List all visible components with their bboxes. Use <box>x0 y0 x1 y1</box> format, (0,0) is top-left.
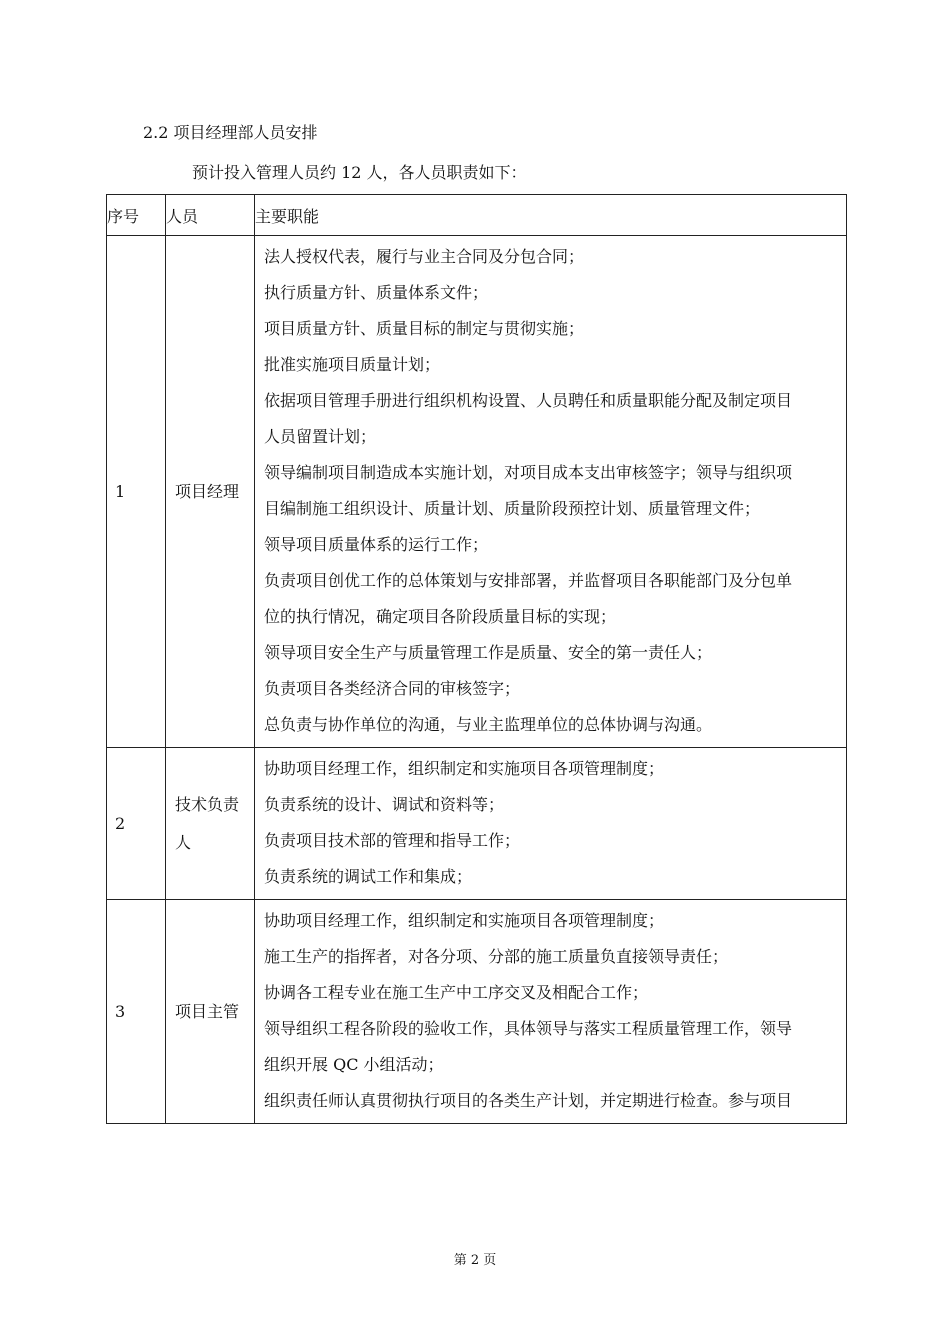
duty-line: 法人授权代表，履行与业主合同及分包合同； <box>264 247 585 266</box>
role-line: 人 <box>175 832 192 852</box>
duty-line: 执行质量方针、质量体系文件； <box>264 283 489 302</box>
duty-line: 批准实施项目质量计划； <box>264 355 441 374</box>
duty-line: 组织责任师认真贯彻执行项目的各类生产计划，并定期进行检查。参与项目 <box>264 1091 793 1110</box>
column-header-role: 人员 <box>166 195 255 236</box>
table-row <box>107 900 847 1124</box>
duty-line: 领导项目质量体系的运行工作； <box>264 535 489 554</box>
intro-paragraph: 预计投入管理人员约 12 人，各人员职责如下： <box>192 163 527 182</box>
duty-line: 位的执行情况，确定项目各阶段质量目标的实现； <box>264 607 617 626</box>
duties-cell <box>255 748 847 900</box>
duty-line: 项目质量方针、质量目标的制定与贯彻实施； <box>264 319 585 338</box>
duty-line: 目编制施工组织设计、质量计划、质量阶段预控计划、质量管理文件； <box>264 499 761 518</box>
row-number: 3 <box>107 900 166 1124</box>
table-row <box>107 236 847 748</box>
row-number: 2 <box>107 748 166 900</box>
table-header-row <box>107 195 847 236</box>
duty-line: 施工生产的指挥者，对各分项、分部的施工质量负直接领导责任； <box>264 947 729 966</box>
duty-line: 协助项目经理工作，组织制定和实施项目各项管理制度； <box>264 911 665 930</box>
page-number: 第 2 页 <box>453 1253 497 1268</box>
duty-line: 人员留置计划； <box>264 427 377 446</box>
duty-line: 负责系统的调试工作和集成； <box>264 867 473 886</box>
duty-line: 领导组织工程各阶段的验收工作，具体领导与落实工程质量管理工作，领导 <box>264 1019 793 1038</box>
role-cell <box>166 748 255 900</box>
personnel-duties-table <box>106 194 847 1124</box>
role-cell: 项目主管 <box>166 900 255 1124</box>
duty-line: 组织开展 QC 小组活动； <box>264 1055 444 1074</box>
section-heading: 2.2 项目经理部人员安排 <box>143 123 318 142</box>
role-cell: 项目经理 <box>166 236 255 748</box>
duty-line: 负责项目技术部的管理和指导工作； <box>264 831 521 850</box>
duty-line: 协调各工程专业在施工生产中工序交叉及相配合工作； <box>264 983 649 1002</box>
duty-line: 协助项目经理工作，组织制定和实施项目各项管理制度； <box>264 759 665 778</box>
duty-line: 负责项目创优工作的总体策划与安排部署，并监督项目各职能部门及分包单 <box>264 571 793 590</box>
column-header-no: 序号 <box>107 195 166 236</box>
table-row <box>107 748 847 900</box>
role-line: 技术负责 <box>175 794 240 814</box>
duty-line: 负责系统的设计、调试和资料等； <box>264 795 505 814</box>
duty-line: 领导编制项目制造成本实施计划，对项目成本支出审核签字；领导与组织项 <box>264 463 793 482</box>
duty-line: 负责项目各类经济合同的审核签字； <box>264 679 521 698</box>
duty-line: 总负责与协作单位的沟通，与业主监理单位的总体协调与沟通。 <box>264 715 713 734</box>
duty-line: 依据项目管理手册进行组织机构设置、人员聘任和质量职能分配及制定项目 <box>264 391 793 410</box>
row-number: 1 <box>107 236 166 748</box>
duty-line: 领导项目安全生产与质量管理工作是质量、安全的第一责任人； <box>264 643 713 662</box>
duties-cell <box>255 236 847 748</box>
duties-cell <box>255 900 847 1124</box>
column-header-duties: 主要职能 <box>255 195 847 236</box>
